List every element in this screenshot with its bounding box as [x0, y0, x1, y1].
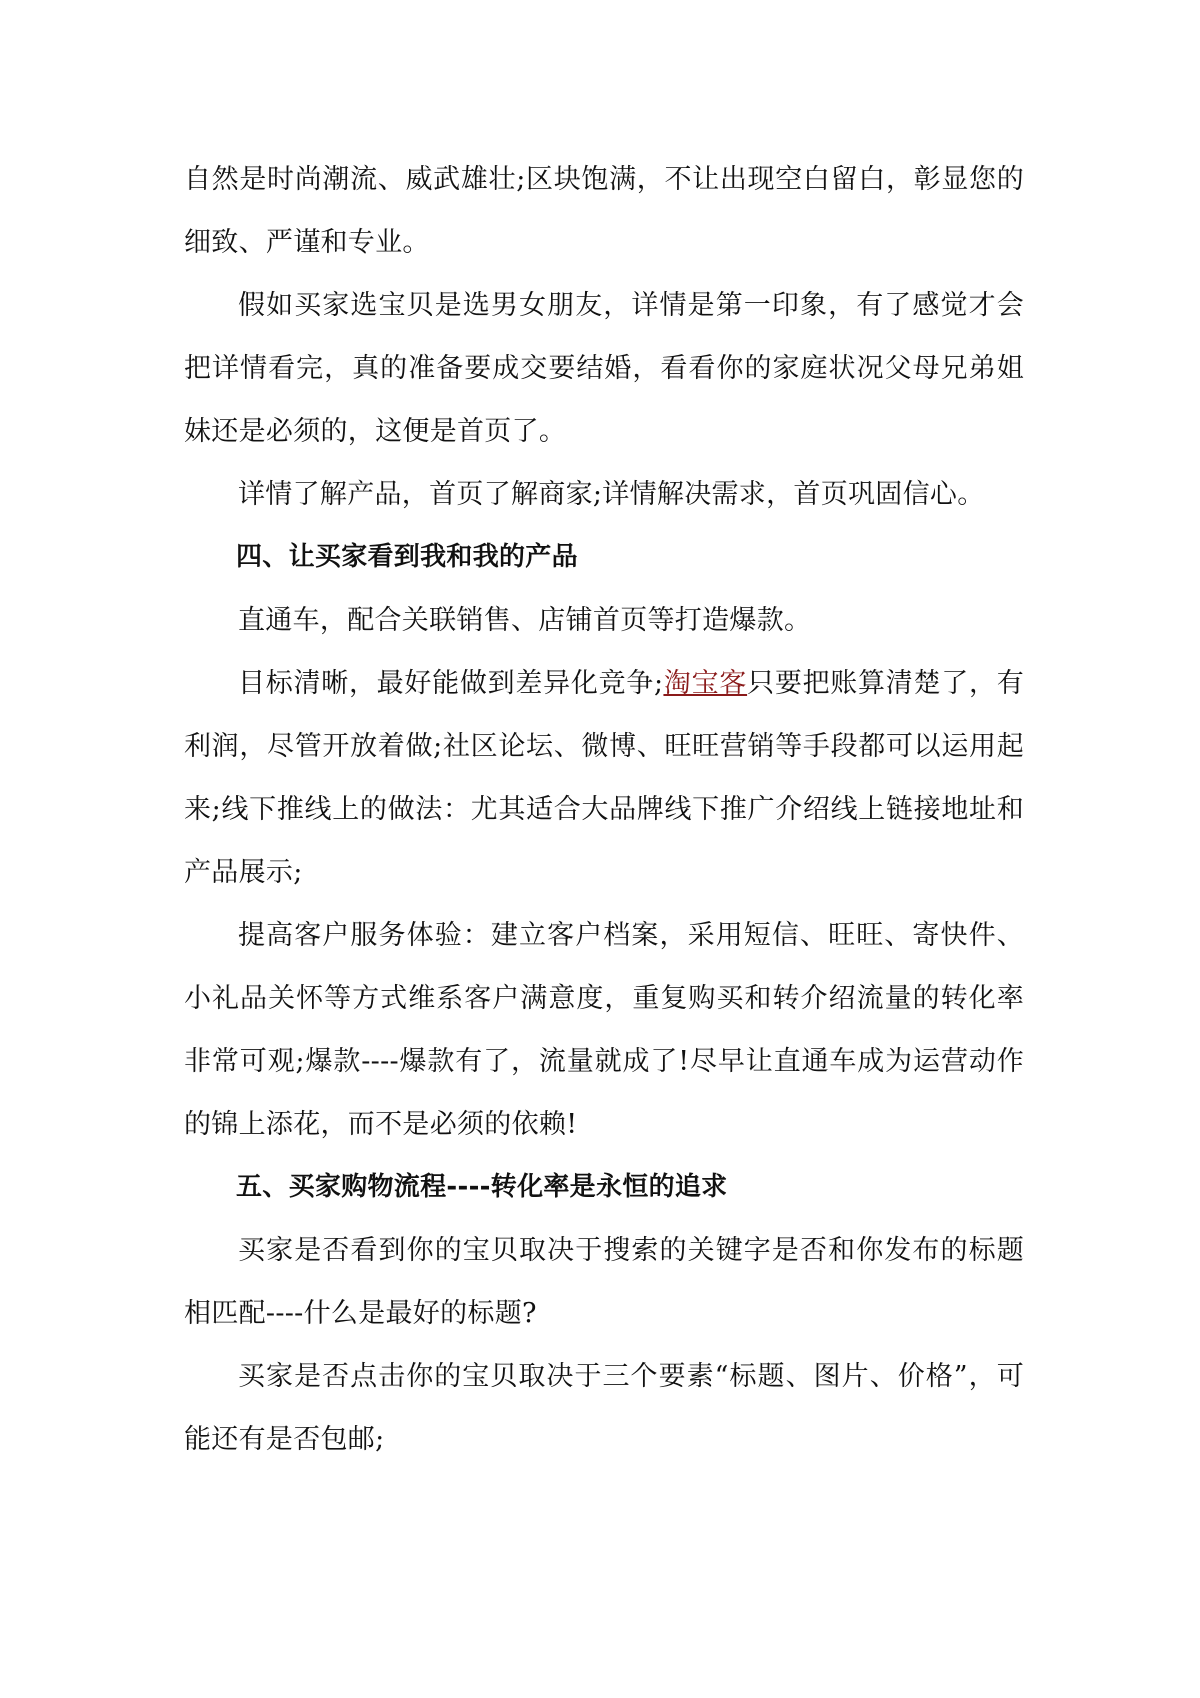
section-heading-4: 四、让买家看到我和我的产品: [236, 542, 578, 572]
taobaoke-link[interactable]: 淘宝客: [663, 668, 748, 699]
paragraph: 提高客户服务体验：建立客户档案，采用短信、旺旺、寄快件、小礼品关怀等方式维系客户满意度，重复购买和转介绍流量的转化率非常可观;爆款----爆款有了，流量就成了!尽早让直通车成为运营动作的锦上添花，而不是必须的依赖!: [184, 920, 1024, 1140]
section-heading-5: 五、买家购物流程----转化率是永恒的追求: [236, 1172, 728, 1202]
paragraph: 详情了解产品，首页了解商家;详情解决需求，首页巩固信心。: [238, 479, 985, 510]
paragraph: [184, 652, 1024, 904]
paragraph-text: 只要把账算清楚了，有利润，尽管开放着做;社区论坛、微博、旺旺营销等手段都可以运用起来;线下推线上的做法：尤其适合大品牌线下推广介绍线上链接地址和产品展示;: [184, 668, 1025, 888]
paragraph: 买家是否看到你的宝贝取决于搜索的关键字是否和你发布的标题相匹配----什么是最好的标题?: [184, 1235, 1024, 1329]
paragraph: 买家是否点击你的宝贝取决于三个要素“标题、图片、价格”，可能还有是否包邮;: [184, 1361, 1024, 1455]
paragraph: 假如买家选宝贝是选男女朋友，详情是第一印象，有了感觉才会把详情看完，真的准备要成交要结婚，看看你的家庭状况父母兄弟姐妹还是必须的，这便是首页了。: [184, 290, 1024, 447]
paragraph-text: 目标清晰，最好能做到差异化竞争;: [238, 668, 664, 699]
paragraph: 直通车，配合关联销售、店铺首页等打造爆款。: [238, 605, 812, 636]
document-body: [184, 148, 1024, 1471]
paragraph: 自然是时尚潮流、威武雄壮;区块饱满，不让出现空白留白，彰显您的细致、严谨和专业。: [184, 164, 1024, 258]
